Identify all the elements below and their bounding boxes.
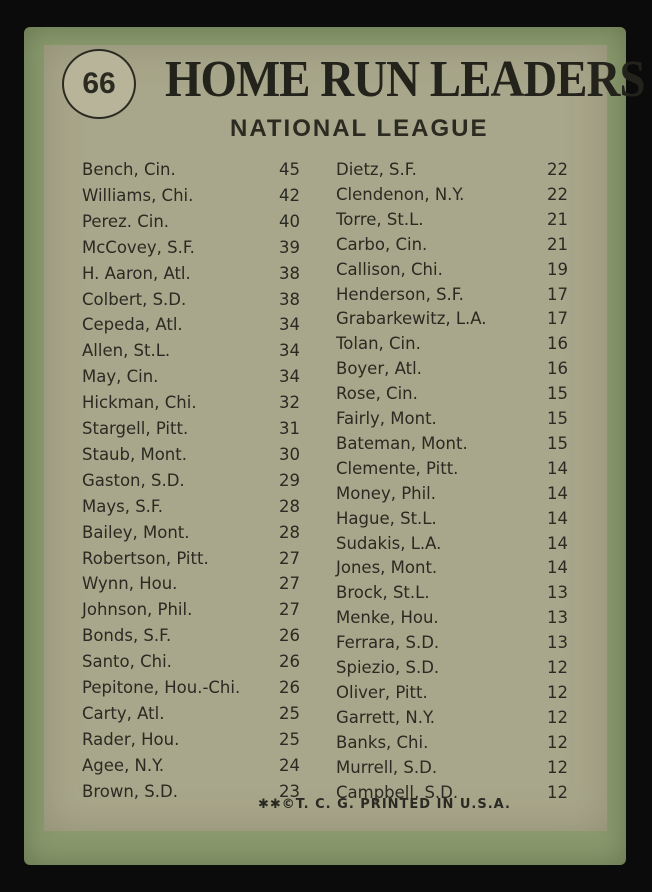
player-name: Rader, Hou. [82,729,180,749]
leader-row [336,683,576,707]
home-run-count: 13 [547,608,568,628]
player-name: Hague, St.L. [336,508,437,528]
player-name: Clemente, Pitt. [336,458,459,478]
home-run-count: 27 [279,574,300,594]
leader-row [336,633,576,657]
leader-row [82,315,322,339]
player-name: Staub, Mont. [82,444,187,464]
player-name: Campbell, S.D. [336,782,459,802]
home-run-count: 13 [547,633,568,653]
leader-row [336,758,576,782]
home-run-count: 27 [279,600,300,620]
leader-row [336,235,576,259]
leader-row [336,309,576,333]
player-name: Brown, S.D. [82,781,178,801]
home-run-count: 26 [279,626,300,646]
player-name: Spiezio, S.D. [336,658,440,677]
leader-row [336,384,576,408]
home-run-count: 25 [279,703,300,723]
home-run-count: 27 [279,548,300,568]
player-name: Garrett, N.Y. [336,707,435,727]
leader-row [82,212,322,236]
leader-row [82,290,322,314]
leader-row [336,285,576,309]
leader-row [336,185,576,209]
leader-row [336,534,576,558]
leader-row [336,260,576,284]
player-name: H. Aaron, Atl. [82,263,191,283]
home-run-count: 32 [279,393,300,413]
player-name: Henderson, S.F. [336,284,464,304]
player-name: Pepitone, Hou.-Chi. [82,678,241,697]
home-run-count: 23 [279,781,300,801]
printed-in-usa-footer: ✱✱©T. C. G. PRINTED IN U.S.A. [258,797,511,812]
leader-row [82,497,322,521]
home-run-count: 14 [547,458,568,478]
leader-row [82,186,322,210]
leader-row [82,523,322,547]
home-run-count: 30 [279,444,300,464]
home-run-count: 34 [279,367,300,387]
leader-row [336,409,576,433]
home-run-count: 45 [279,160,300,179]
player-name: Jones, Mont. [336,558,438,578]
home-run-count: 15 [547,384,568,404]
leader-row [82,678,322,702]
player-name: Grabarkewitz, L.A. [336,309,487,329]
player-name: May, Cin. [82,367,159,387]
leader-row [82,341,322,365]
home-run-count: 14 [547,533,568,553]
league-subtitle: NATIONAL LEAGUE [230,115,489,142]
leader-row [82,367,322,391]
home-run-count: 22 [547,160,568,179]
leader-row [82,393,322,417]
player-name: Murrell, S.D. [336,757,438,777]
home-run-count: 21 [547,209,568,229]
leader-row [336,708,576,732]
home-run-count: 24 [279,755,300,775]
player-name: Bonds, S.F. [82,626,172,646]
leader-row [336,583,576,607]
leader-row [82,471,322,495]
home-run-count: 14 [547,508,568,528]
home-run-count: 21 [547,234,568,254]
player-name: Cepeda, Atl. [82,315,183,335]
home-run-count: 38 [279,289,300,309]
home-run-count: 17 [547,309,568,329]
leader-row [336,334,576,358]
home-run-count: 19 [547,259,568,279]
leader-row [336,733,576,757]
leader-row [82,445,322,469]
home-run-count: 13 [547,583,568,603]
player-name: Menke, Hou. [336,608,439,628]
player-name: Carty, Atl. [82,703,165,723]
home-run-count: 12 [547,757,568,777]
home-run-count: 29 [279,470,300,490]
leader-row [82,756,322,780]
player-name: McCovey, S.F. [82,237,195,257]
home-run-count: 14 [547,558,568,578]
card-title: HOME RUN LEADERS [165,51,645,108]
player-name: Ferrara, S.D. [336,633,440,653]
leader-row [82,549,322,573]
player-name: Fairly, Mont. [336,409,437,428]
home-run-count: 12 [547,707,568,727]
home-run-count: 12 [547,658,568,677]
player-name: Williams, Chi. [82,185,194,205]
leader-row [336,459,576,483]
leader-row [82,264,322,288]
player-name: Tolan, Cin. [336,334,421,354]
player-name: Rose, Cin. [336,384,418,404]
leader-row [82,730,322,754]
home-run-count: 16 [547,359,568,379]
player-name: Clendenon, N.Y. [336,184,465,204]
home-run-count: 26 [279,652,300,672]
player-name: Johnson, Phil. [82,600,193,620]
home-run-count: 31 [279,419,300,438]
player-name: Callison, Chi. [336,259,443,279]
player-name: Bateman, Mont. [336,433,468,453]
leader-row [82,160,322,184]
leader-row [82,574,322,598]
leader-row [82,626,322,650]
player-name: Dietz, S.F. [336,160,417,179]
leader-row [336,484,576,508]
home-run-count: 17 [547,284,568,304]
leader-row [82,600,322,624]
home-run-count: 12 [547,782,568,802]
leader-row [336,434,576,458]
home-run-count: 15 [547,433,568,453]
player-name: Santo, Chi. [82,652,172,672]
player-name: Robertson, Pitt. [82,548,209,568]
home-run-count: 12 [547,682,568,702]
home-run-count: 28 [279,496,300,516]
home-run-count: 38 [279,263,300,283]
home-run-count: 15 [547,409,568,428]
home-run-count: 28 [279,522,300,542]
home-run-count: 22 [547,184,568,204]
leader-row [336,359,576,383]
home-run-count: 25 [279,729,300,749]
leader-row [336,608,576,632]
leader-row [82,419,322,443]
home-run-count: 12 [547,732,568,752]
player-name: Bailey, Mont. [82,522,190,542]
player-name: Agee, N.Y. [82,755,165,775]
home-run-count: 42 [279,185,300,205]
card-number-badge [62,49,136,119]
player-name: Colbert, S.D. [82,289,187,309]
leader-row [336,160,576,184]
leader-row [82,652,322,676]
home-run-count: 16 [547,334,568,354]
leader-row [336,658,576,682]
home-run-count: 34 [279,341,300,361]
home-run-count: 40 [279,211,300,231]
leader-row [336,509,576,533]
player-name: Sudakis, L.A. [336,533,442,553]
player-name: Bench, Cin. [82,160,176,179]
player-name: Money, Phil. [336,483,437,503]
home-run-count: 34 [279,315,300,335]
player-name: Hickman, Chi. [82,393,197,413]
player-name: Brock, St.L. [336,583,430,603]
player-name: Boyer, Atl. [336,359,422,379]
player-name: Banks, Chi. [336,732,429,752]
player-name: Torre, St.L. [336,209,424,229]
player-name: Oliver, Pitt. [336,682,428,702]
player-name: Mays, S.F. [82,496,164,516]
leader-row [336,558,576,582]
player-name: Wynn, Hou. [82,574,178,594]
leader-row [336,210,576,234]
player-name: Allen, St.L. [82,341,171,361]
player-name: Gaston, S.D. [82,470,185,490]
home-run-count: 39 [279,237,300,257]
player-name: Stargell, Pitt. [82,419,189,438]
card-number: 66 [82,67,116,100]
player-name: Perez. Cin. [82,211,170,231]
home-run-count: 26 [279,678,300,697]
home-run-count: 14 [547,483,568,503]
leader-row [82,238,322,262]
player-name: Carbo, Cin. [336,234,428,254]
leader-row [82,704,322,728]
